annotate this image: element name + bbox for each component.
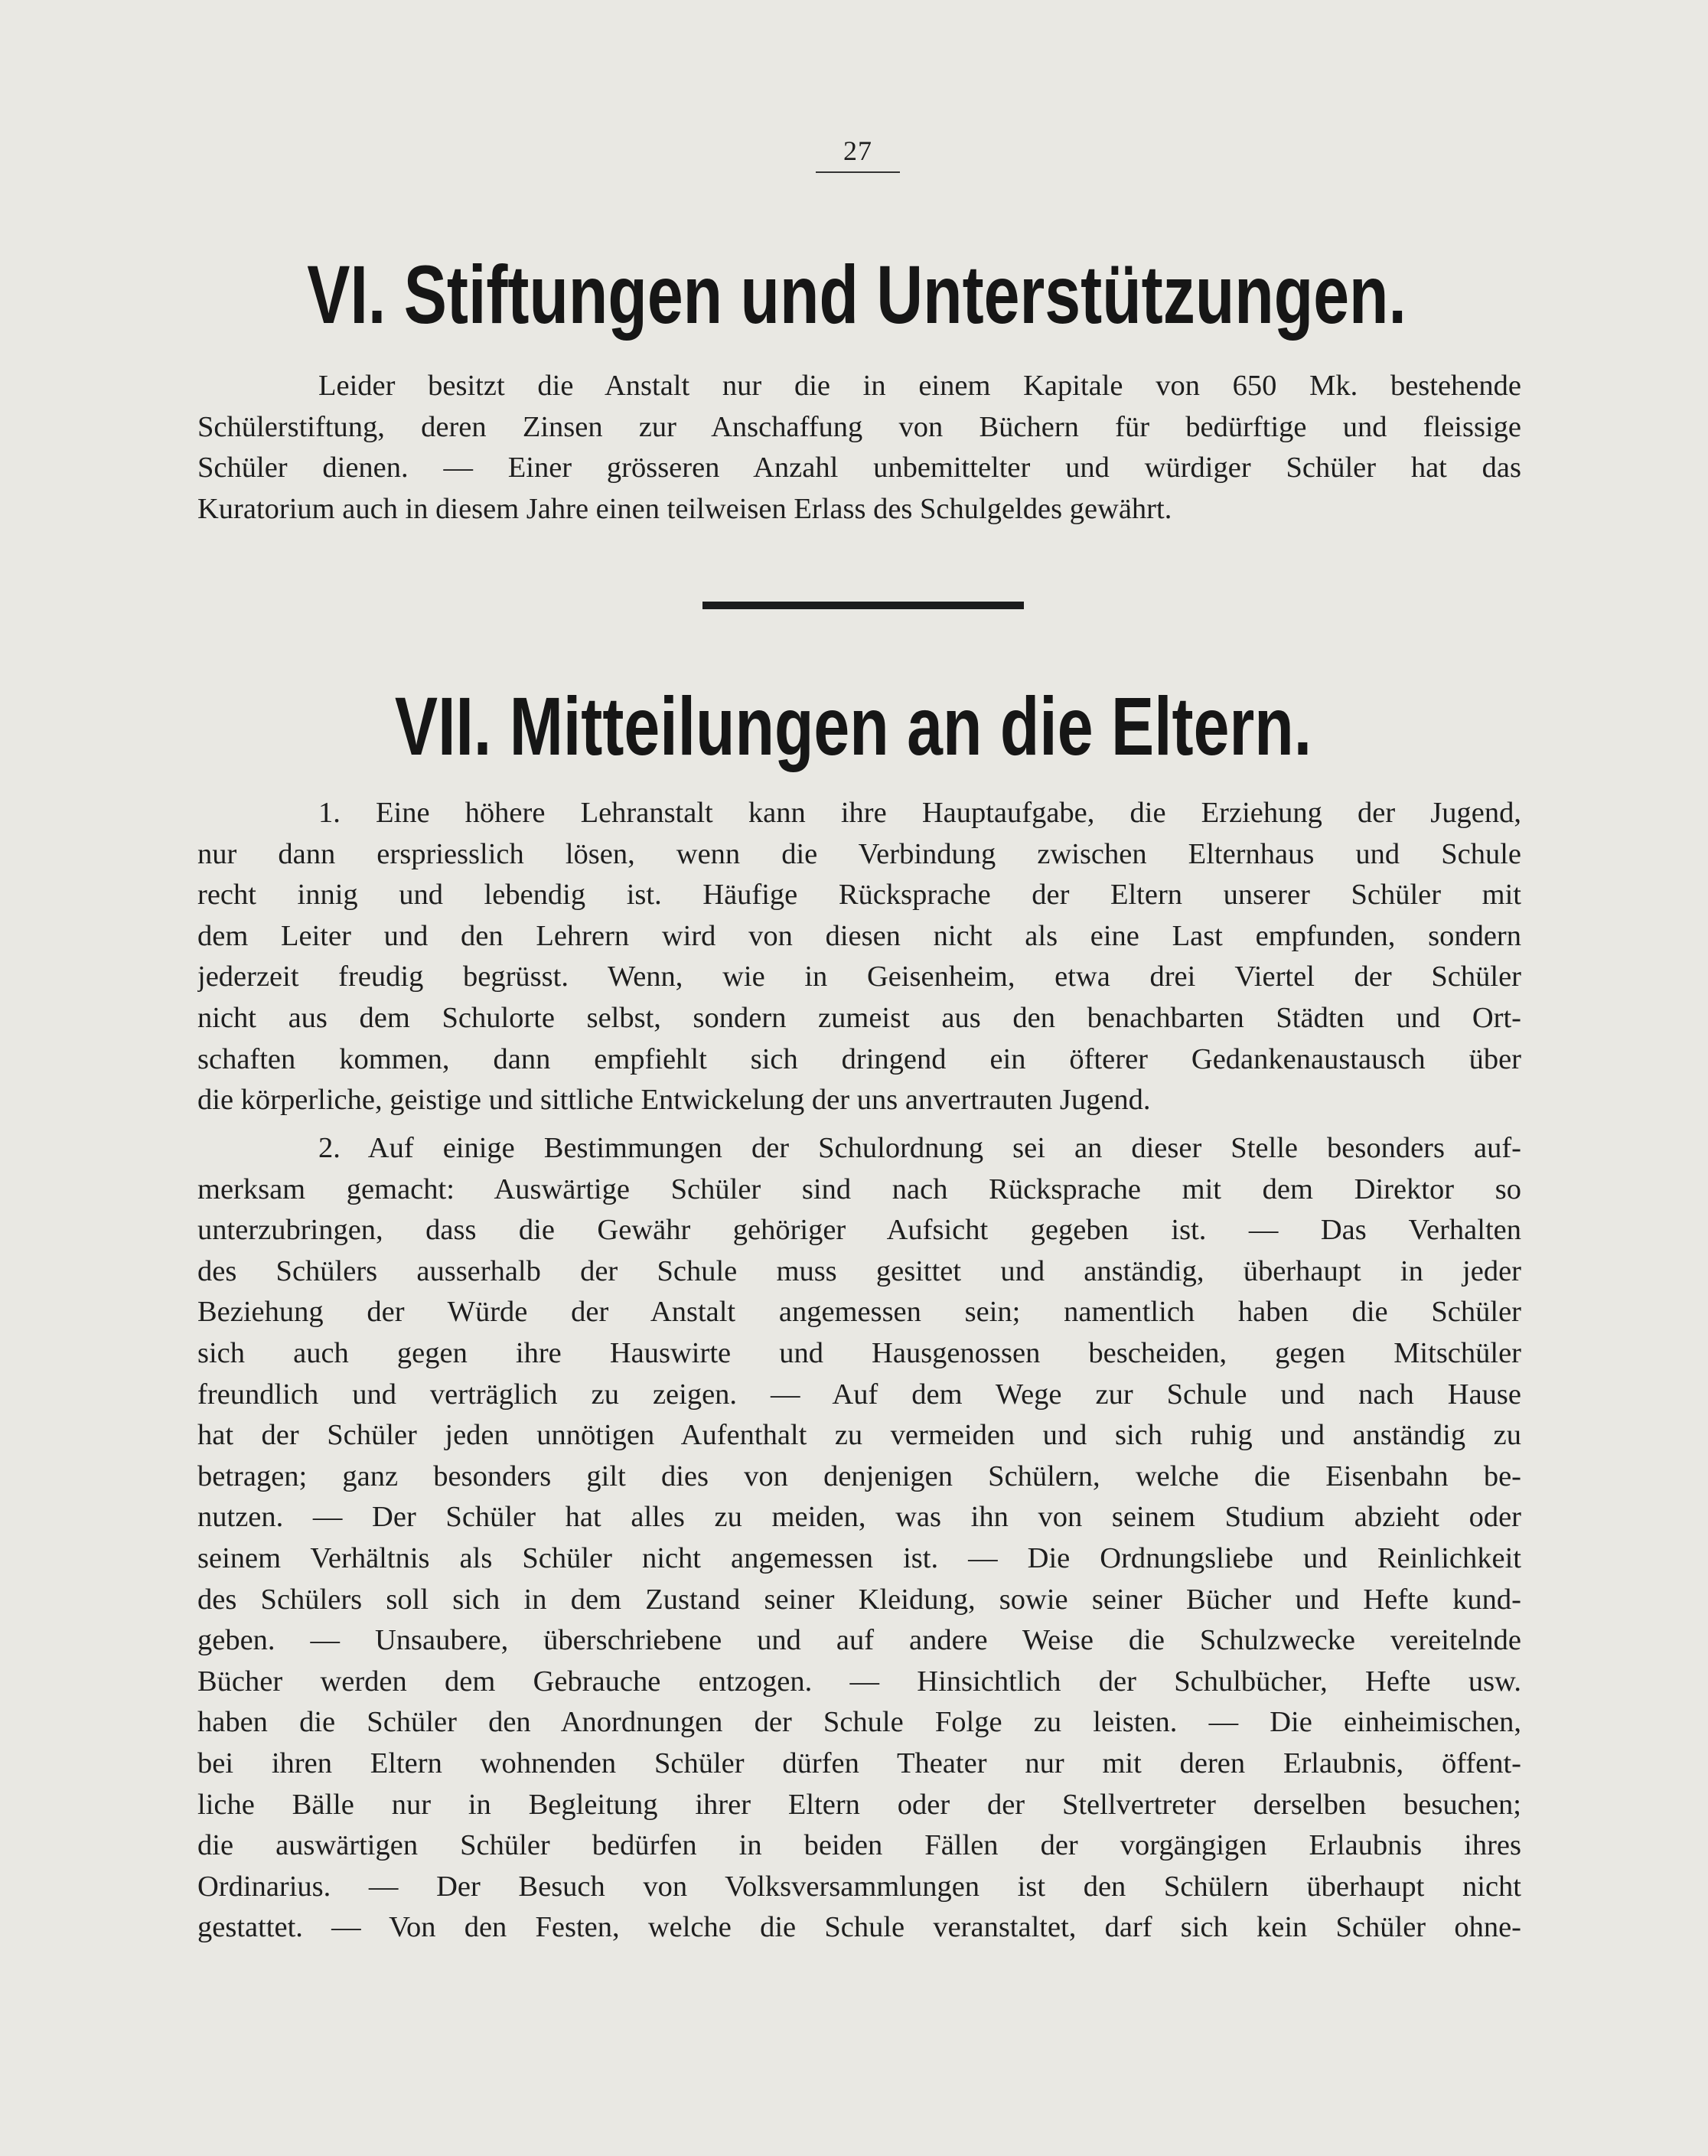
text-line: jederzeit freudig begrüsst. Wenn, wie in Geisenheim, etwa drei Viertel der Schüler xyxy=(197,961,1521,993)
text-line: 2. Auf einige Bestimmungen der Schulordnung sei an dieser Stelle besonders auf- xyxy=(318,1132,1521,1164)
text-line: dem Leiter und den Lehrern wird von diesen nicht als eine Last empfunden, sondern xyxy=(197,919,1521,952)
text-line: haben die Schüler den Anordnungen der Schule Folge zu leisten. — Die einheimischen, xyxy=(197,1706,1521,1739)
text-line: sich auch gegen ihre Hauswirte und Hausgenossen bescheiden, gegen Mitschüler xyxy=(197,1336,1521,1369)
text-line: recht innig und lebendig ist. Häufige Rücksprache der Eltern unserer Schüler mit xyxy=(197,879,1521,912)
text-line: freundlich und verträglich zu zeigen. — Auf dem Wege zur Schule und nach Hause xyxy=(197,1378,1521,1411)
paragraph-2-schulordnung xyxy=(197,1128,1521,1949)
text-line: Schülerstiftung, deren Zinsen zur Anschaffung von Büchern für bedürftige und fleissige xyxy=(197,410,1521,443)
section-heading-vi: VI. Stiftungen und Unterstützungen. xyxy=(307,248,1406,341)
text-line: bei ihren Eltern wohnenden Schüler dürfen Theater nur mit deren Erlaubnis, öffent- xyxy=(197,1747,1521,1779)
text-line: nutzen. — Der Schüler hat alles zu meiden, was ihn von seinem Studium abzieht oder xyxy=(197,1501,1521,1534)
text-line: des Schülers soll sich in dem Zustand seiner Kleidung, sowie seiner Bücher und Hefte kund- xyxy=(197,1583,1521,1616)
text-line: schaften kommen, dann empfiehlt sich dringend ein öfterer Gedankenaustausch über xyxy=(197,1042,1521,1075)
text-line: seinem Verhältnis als Schüler nicht angemessen ist. — Die Ordnungsliebe und Reinlichkeit xyxy=(197,1541,1521,1574)
text-line: Leider besitzt die Anstalt nur die in einem Kapitale von 650 Mk. bestehende xyxy=(318,370,1521,402)
text-line: die körperliche, geistige und sittliche Entwickelung der uns anvertrauten Jugend. xyxy=(197,1084,1151,1117)
text-line: Kuratorium auch in diesem Jahre einen teilweisen Erlass des Schulgeldes gewährt. xyxy=(197,492,1172,525)
text-line: die auswärtigen Schüler bedürfen in beiden Fällen der vorgängigen Erlaubnis ihres xyxy=(197,1829,1521,1862)
text-line: nur dann erspriesslich lösen, wenn die Verbindung zwischen Elternhaus und Schule xyxy=(197,837,1521,870)
text-line: Beziehung der Würde der Anstalt angemessen sein; namentlich haben die Schüler xyxy=(197,1296,1521,1329)
text-line: des Schülers ausserhalb der Schule muss gesittet und anständig, überhaupt in jeder xyxy=(197,1254,1521,1287)
text-line: Ordinarius. — Der Besuch von Volksversammlungen ist den Schülern überhaupt nicht xyxy=(197,1870,1521,1903)
page-number: 27 xyxy=(816,135,900,173)
section-divider-rule xyxy=(702,602,1024,609)
section-heading-vii: VII. Mitteilungen an die Eltern. xyxy=(394,680,1312,772)
text-line: geben. — Unsaubere, überschriebene und auf andere Weise die Schulzwecke vereitelnde xyxy=(197,1624,1521,1657)
text-line: gestattet. — Von den Festen, welche die Schule veranstaltet, darf sich kein Schüler ohne- xyxy=(197,1911,1521,1944)
text-line: merksam gemacht: Auswärtige Schüler sind nach Rücksprache mit dem Direktor so xyxy=(197,1173,1521,1205)
text-line: 1. Eine höhere Lehranstalt kann ihre Hauptaufgabe, die Erziehung der Jugend, xyxy=(318,797,1521,829)
text-line: liche Bälle nur in Begleitung ihrer Eltern oder der Stellvertreter derselben besuchen; xyxy=(197,1788,1521,1821)
paragraph-1-eltern xyxy=(197,793,1521,1121)
text-line: hat der Schüler jeden unnötigen Aufenthalt zu vermeiden und sich ruhig und anständig zu xyxy=(197,1419,1521,1452)
text-line: Schüler dienen. — Einer grösseren Anzahl unbemittelter und würdiger Schüler hat das xyxy=(197,452,1521,484)
paragraph-stiftungen xyxy=(197,366,1521,530)
text-line: betragen; ganz besonders gilt dies von denjenigen Schülern, welche die Eisenbahn be- xyxy=(197,1460,1521,1492)
text-line: Bücher werden dem Gebrauche entzogen. — Hinsichtlich der Schulbücher, Hefte usw. xyxy=(197,1665,1521,1698)
text-line: unterzubringen, dass die Gewähr gehöriger Aufsicht gegeben ist. — Das Verhalten xyxy=(197,1214,1521,1247)
text-line: nicht aus dem Schulorte selbst, sondern zumeist aus den benachbarten Städten und Ort- xyxy=(197,1001,1521,1034)
